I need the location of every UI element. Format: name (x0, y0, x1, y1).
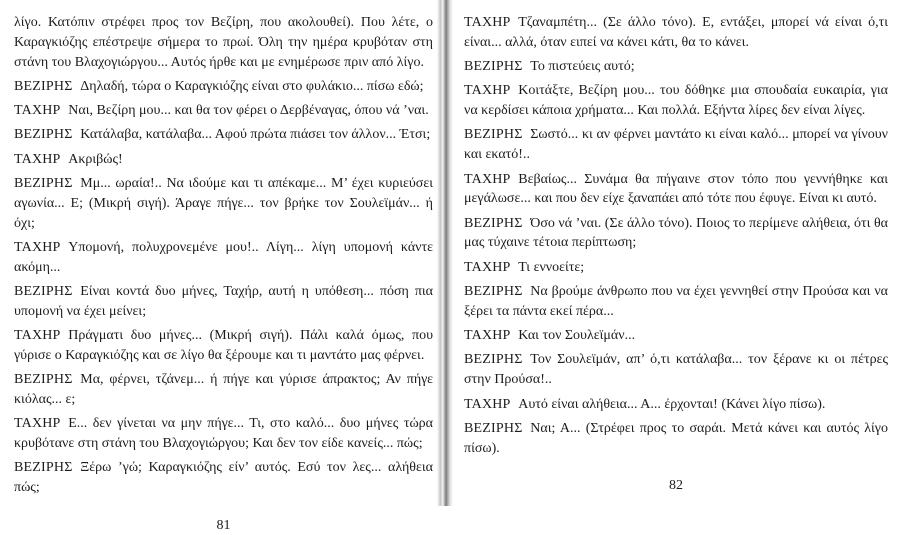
speaker-name: ΤΑΧΗΡ (464, 171, 511, 187)
page-left-number: 81 (216, 517, 231, 533)
page-right-number: 82 (669, 477, 683, 493)
dialogue-text: Κατάλαβα, κατάλαβα... Αφού πρώτα πιάσει τον άλλον... Έτσι; (80, 127, 431, 143)
dialogue-paragraph (14, 125, 433, 145)
dialogue-paragraph (464, 170, 888, 210)
dialogue-text: Είναι κοντά δυο μήνες, Ταχήρ, αυτή η υπόθεση... πόση πια υπομονή να έχει μείνει; (14, 284, 433, 319)
dialogue-paragraph (14, 77, 433, 97)
dialogue-paragraph (464, 81, 888, 121)
dialogue-text: Το πιστεύεις αυτό; (530, 59, 635, 75)
page-left (0, 0, 437, 533)
page-right-text (464, 13, 888, 463)
dialogue-text: Υπομονή, πολυχρονεμένε μου!.. Λίγη... λίγη υπομονή κάντε ακόμη... (14, 239, 433, 275)
dialogue-paragraph (14, 282, 433, 322)
speaker-name: ΒΕΖΙΡΗΣ (464, 215, 523, 231)
speaker-name: ΤΑΧΗΡ (464, 328, 511, 344)
dialogue-text: Ξέρω ’γώ; Καραγκιόζης είν’ αυτός. Εσύ τον λες... αλήθεια πώς; (14, 460, 433, 496)
speaker-name: ΒΕΖΙΡΗΣ (464, 352, 523, 368)
dialogue-paragraph (14, 458, 433, 498)
speaker-name: ΤΑΧΗΡ (14, 328, 61, 344)
speaker-name: ΒΕΖΙΡΗΣ (14, 176, 73, 192)
speaker-name: ΒΕΖΙΡΗΣ (14, 460, 73, 476)
dialogue-text: Πράγματι δυο μήνες... (Μικρή σιγή). Πάλι καλά όμως, που γύρισε ο Καραγκιόζης και σε λίγο θα ξέρουμε και τι μαντάτο μας φέρνει. (14, 328, 433, 363)
dialogue-paragraph (464, 326, 888, 346)
dialogue-text: Ε... δεν γίνεται να μην πήγε... Τι, στο καλό... δυο μήνες τώρα κρυβότανε στη στάνη του Βλαχογιώργου; Και δεν τον είδε κανείς... πώς; (14, 416, 433, 452)
dialogue-text: Τον Σουλεϊμάν, απ’ ό,τι κατάλαβα... τον ξέρανε κι οι πέτρες στην Προύσα!.. (464, 352, 888, 388)
dialogue-paragraph (464, 214, 888, 254)
speaker-name: ΤΑΧΗΡ (464, 396, 511, 412)
speaker-name: ΤΑΧΗΡ (14, 151, 61, 167)
dialogue-paragraph (464, 282, 888, 322)
speaker-name: ΤΑΧΗΡ (14, 416, 61, 432)
page-left-text (14, 13, 433, 503)
dialogue-text: Κοιτάξτε, Βεζίρη μου... του δόθηκε μια σπουδαία ευκαιρία, για να κερδίσει κάποια χρήματα... Και πολλά. Εξήντα λίρες δεν είναι λίγες. (464, 83, 888, 119)
dialogue-paragraph (14, 238, 433, 278)
speaker-name: ΤΑΧΗΡ (14, 239, 61, 255)
dialogue-text: Όσο νά ’ναι. (Σε άλλο τόνο). Ποιος το περίμενε αλήθεια, ότι θα μας τύχαινε τέτοια περίπτωση; (464, 215, 888, 251)
speaker-name: ΒΕΖΙΡΗΣ (14, 284, 73, 300)
dialogue-text: Μμ... ωραία!.. Να ιδούμε και τι απέκαμε... Μ’ έχει κυριεύσει αγωνία... Ε; (Μικρή σιγή). Άραγε πήγε... τον βρήκε τον Σουλεϊμάν... ή όχι; (14, 176, 433, 231)
dialogue-text: Σωστό... κι αν φέρνει μαντάτο κι είναι καλό... μπορεί να γίνουν και εκατό!.. (464, 127, 888, 163)
speaker-name: ΤΑΧΗΡ (464, 15, 511, 30)
dialogue-text: Ακριβώς! (68, 151, 123, 167)
speaker-name: ΒΕΖΙΡΗΣ (14, 372, 73, 388)
dialogue-text: Αυτό είναι αλήθεια... Α... έρχονται! (Κάνει λίγο πίσω). (518, 396, 826, 412)
dialogue-text: λίγο. Κατόπιν στρέφει προς τον Βεζίρη, που ακολουθεί). Που λέτε, ο Καραγκιόζης επέστρεψε σήμερα το πρωί. Όλη την ημέρα κρυβόταν στη στάνη του Βλαχογιώργου... Αυτός ήρθε και με ενημέρωσε πριν από λίγο. (14, 15, 433, 70)
dialogue-paragraph (464, 258, 888, 278)
dialogue-paragraph (14, 101, 433, 121)
speaker-name: ΒΕΖΙΡΗΣ (464, 59, 523, 75)
speaker-name: ΒΕΖΙΡΗΣ (14, 127, 73, 143)
dialogue-text: Να βρούμε άνθρωπο που να έχει γεννηθεί στην Προύσα και να ξέρει τα πάντα εκεί πέρα... (464, 284, 888, 319)
dialogue-text: Βεβαίως... Συνάμα θα πήγαινε στον τόπο που γεννήθηκε και μεγάλωσε... και που δεν είχε ξαναπάει από τότε που έφυγε. Είναι κι αυτό. (464, 171, 888, 207)
dialogue-text: Ναι; Α... (Στρέφει προς το σαράι. Μετά κάνει και αυτός λίγο πίσω). (464, 420, 888, 456)
dialogue-paragraph (14, 174, 433, 233)
page-right (453, 0, 901, 506)
dialogue-paragraph (464, 57, 888, 77)
dialogue-paragraph (14, 326, 433, 366)
dialogue-paragraph (464, 13, 888, 53)
speaker-name: ΒΕΖΙΡΗΣ (464, 284, 523, 300)
book-spine-gutter (437, 0, 453, 506)
dialogue-text: Και τον Σουλεϊμάν... (518, 328, 636, 344)
dialogue-text: Δηλαδή, τώρα ο Καραγκιόζης είναι στο φυλάκιο... πίσω εδώ; (80, 78, 424, 94)
dialogue-text: Μα, φέρνει, τζάνεμ... ή πήγε και γύρισε άπρακτος; Αν πήγε κιόλας... ε; (14, 372, 433, 408)
dialogue-paragraph (14, 150, 433, 170)
dialogue-paragraph (14, 370, 433, 410)
speaker-name: ΒΕΖΙΡΗΣ (464, 127, 523, 143)
dialogue-paragraph (464, 419, 888, 459)
speaker-name: ΤΑΧΗΡ (464, 259, 511, 275)
dialogue-paragraph (464, 395, 888, 415)
dialogue-paragraph (464, 350, 888, 390)
dialogue-text: Ναι, Βεζίρη μου... και θα τον φέρει ο Δερβέναγας, όπου νά ’ναι. (68, 103, 429, 119)
dialogue-paragraph (464, 125, 888, 165)
dialogue-paragraph (14, 414, 433, 454)
speaker-name: ΒΕΖΙΡΗΣ (14, 78, 73, 94)
speaker-name: ΒΕΖΙΡΗΣ (464, 420, 523, 436)
dialogue-paragraph (14, 13, 433, 72)
dialogue-text: Τι εννοείτε; (518, 259, 585, 275)
speaker-name: ΤΑΧΗΡ (14, 103, 61, 119)
speaker-name: ΤΑΧΗΡ (464, 83, 511, 99)
dialogue-text: Τζαναμπέτη... (Σε άλλο τόνο). Ε, εντάξει, μπορεί νά είναι ό,τι είναι... αλλά, όταν ειπεί να κάνει κάτι, θα το κάνει. (464, 15, 888, 50)
